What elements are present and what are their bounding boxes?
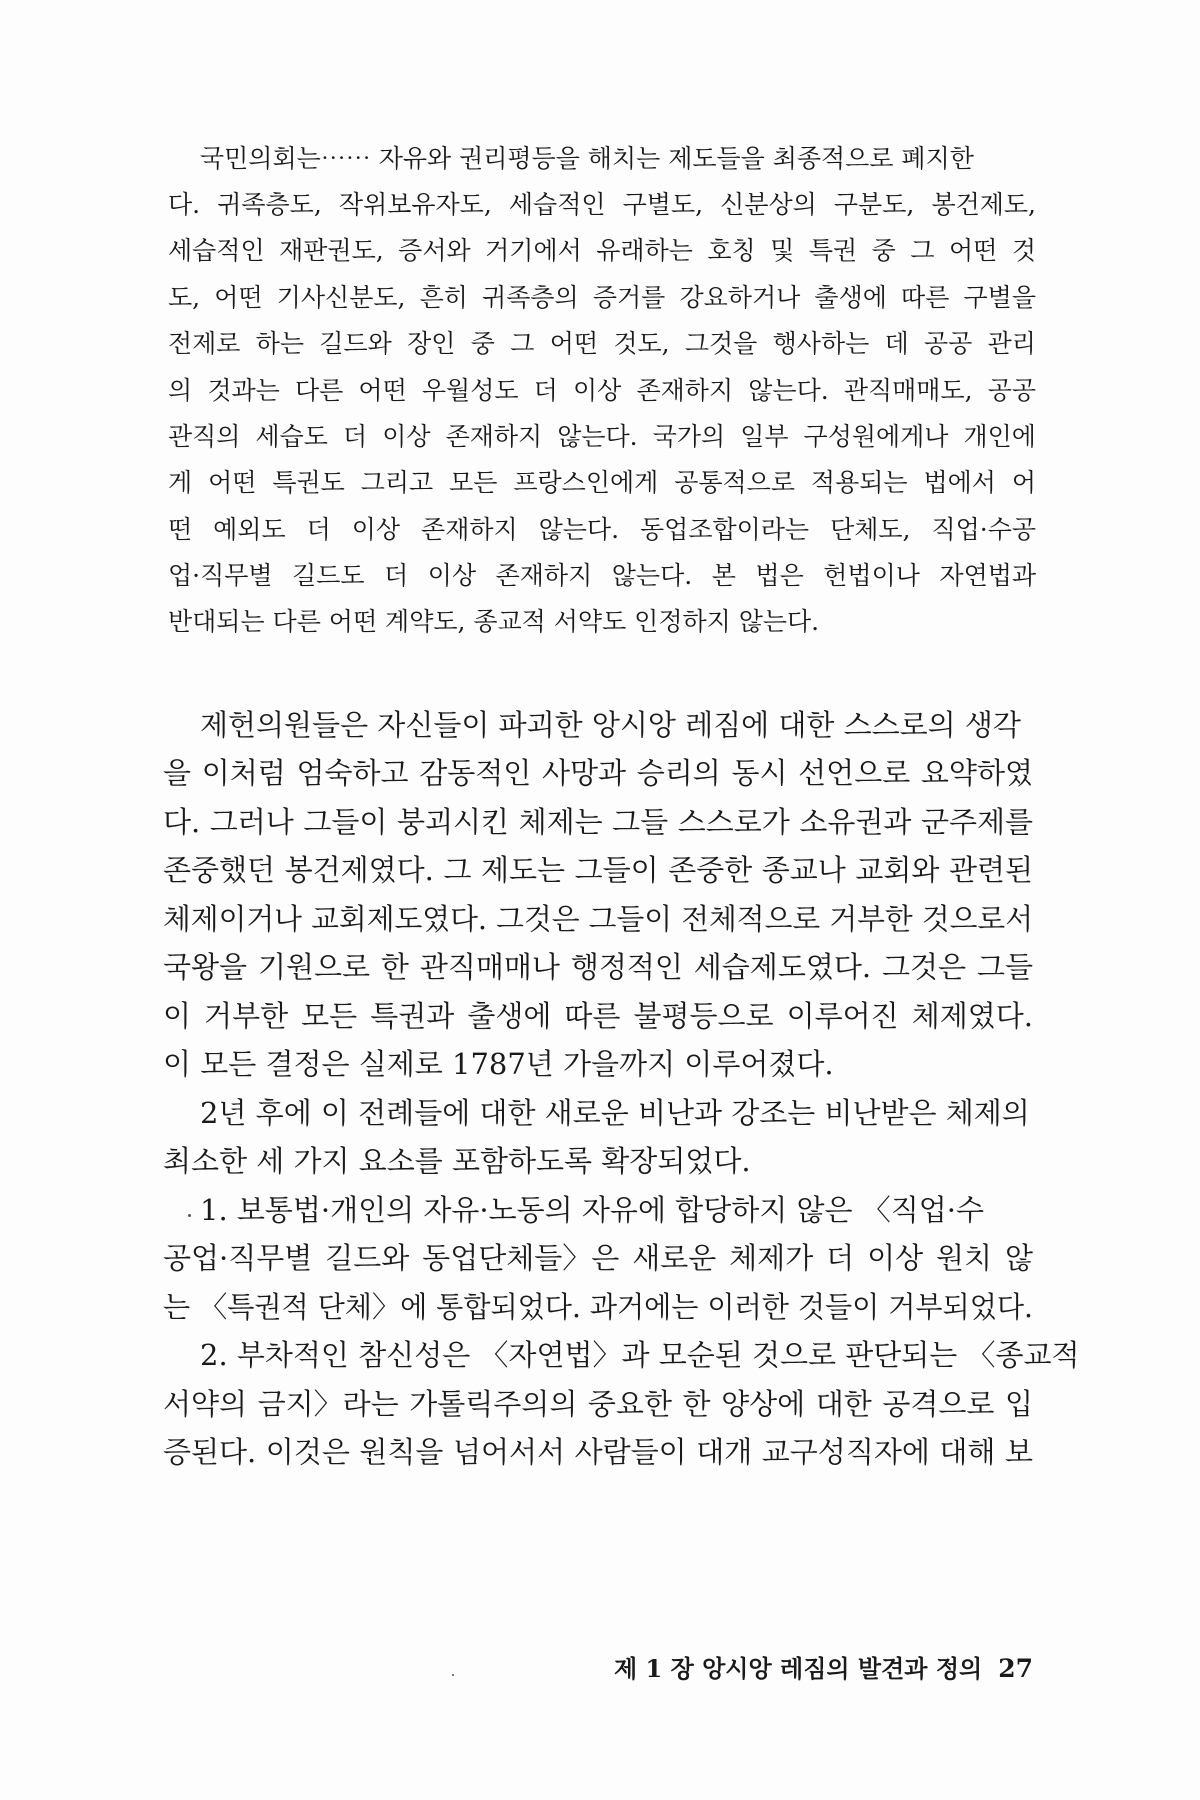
paragraph-line: 최소한 세 가지 요소를 포함하도록 확장되었다. [163,1144,751,1178]
paragraph-line: 이 모든 결정은 실제로 1787년 가을까지 이루어졌다. [163,1047,834,1081]
quote-line: 세습적인 재판권도, 증서와 거기에서 유래하는 호칭 및 특권 중 그 어떤 것 [168,236,1036,265]
paragraph-line: 존중했던 봉건제였다. 그 제도는 그들이 존중한 종교나 교회와 관련된 [163,853,1033,887]
quote-line: 떤 예외도 더 이상 존재하지 않는다. 동업조합이라는 단체도, 직업·수공 [168,515,1037,544]
list-item-line: 1. 보통법·개인의 자유·노동의 자유에 합당하지 않은 〈직업·수 [200,1193,984,1227]
running-head: 제 1 장 앙시앙 레짐의 발견과 정의 [613,1654,983,1683]
quote-line: 업·직무별 길드도 더 이상 존재하지 않는다. 본 법은 헌법이나 자연법과 [168,561,1037,590]
list-item-line: 공업·직무별 길드와 동업단체들〉은 새로운 체제가 더 이상 원치 않 [163,1241,1034,1275]
page-number: 27 [998,1654,1033,1683]
paragraph-line: 다. 그러나 그들이 붕괴시킨 체제는 그들 스스로가 소유권과 군주제를 [163,805,1033,839]
quote-line: 다. 귀족층도, 작위보유자도, 세습적인 구별도, 신분상의 구분도, 봉건제도, [168,190,1036,219]
paragraph-line: 체제이거나 교회제도였다. 그것은 그들이 전체적으로 거부한 것으로서 [163,902,1034,936]
paragraph-line: 이 거부한 모든 특권과 출생에 따른 불평등으로 이루어진 체제였다. [163,999,1033,1033]
print-speck [188,1214,191,1217]
quote-line: 의 것과는 다른 어떤 우월성도 더 이상 존재하지 않는다. 관직매매도, 공공 [168,376,1037,405]
page-footer [600,1649,1033,1684]
quote-line: 도, 어떤 기사신분도, 흔히 귀족층의 증거를 강요하거나 출생에 따른 구별을 [168,283,1036,312]
paragraph-line: 제헌의원들은 자신들이 파괴한 앙시앙 레짐에 대한 스스로의 생각 [200,708,1021,742]
quote-line: 반대되는 다른 어떤 계약도, 종교적 서약도 인정하지 않는다. [168,607,820,636]
paragraph-line: 국왕을 기원으로 한 관직매매나 행정적인 세습제도였다. 그것은 그들 [163,950,1033,984]
quote-line: 국민의회는⋯⋯ 자유와 권리평등을 해치는 제도들을 최종적으로 폐지한 [200,144,974,173]
quote-line: 게 어떤 특권도 그리고 모든 프랑스인에게 공통적으로 적용되는 법에서 어 [168,468,1037,497]
list-item-line: 2. 부차적인 참신성은 〈자연법〉과 모순된 것으로 판단되는 〈종교적 [200,1338,1080,1372]
list-item-line: 서약의 금지〉라는 가톨릭주의의 중요한 한 양상에 대한 공격으로 입 [163,1387,1034,1421]
print-speck [452,1674,454,1676]
quote-line: 관직의 세습도 더 이상 존재하지 않는다. 국가의 일부 구성원에게나 개인에 [168,422,1036,451]
paragraph-line: 을 이처럼 엄숙하고 감동적인 사망과 승리의 동시 선언으로 요약하였 [163,756,1033,790]
quote-line: 전제로 하는 길드와 장인 중 그 어떤 것도, 그것을 행사하는 데 공공 관리 [168,329,1036,358]
list-item-line: 증된다. 이것은 원칙을 넘어서서 사람들이 대개 교구성직자에 대해 보 [163,1435,1033,1469]
paragraph-line: 2년 후에 이 전례들에 대한 새로운 비난과 강조는 비난받은 체제의 [200,1096,1030,1130]
list-item-line: 는 〈특권적 단체〉에 통합되었다. 과거에는 이러한 것들이 거부되었다. [163,1290,1033,1324]
